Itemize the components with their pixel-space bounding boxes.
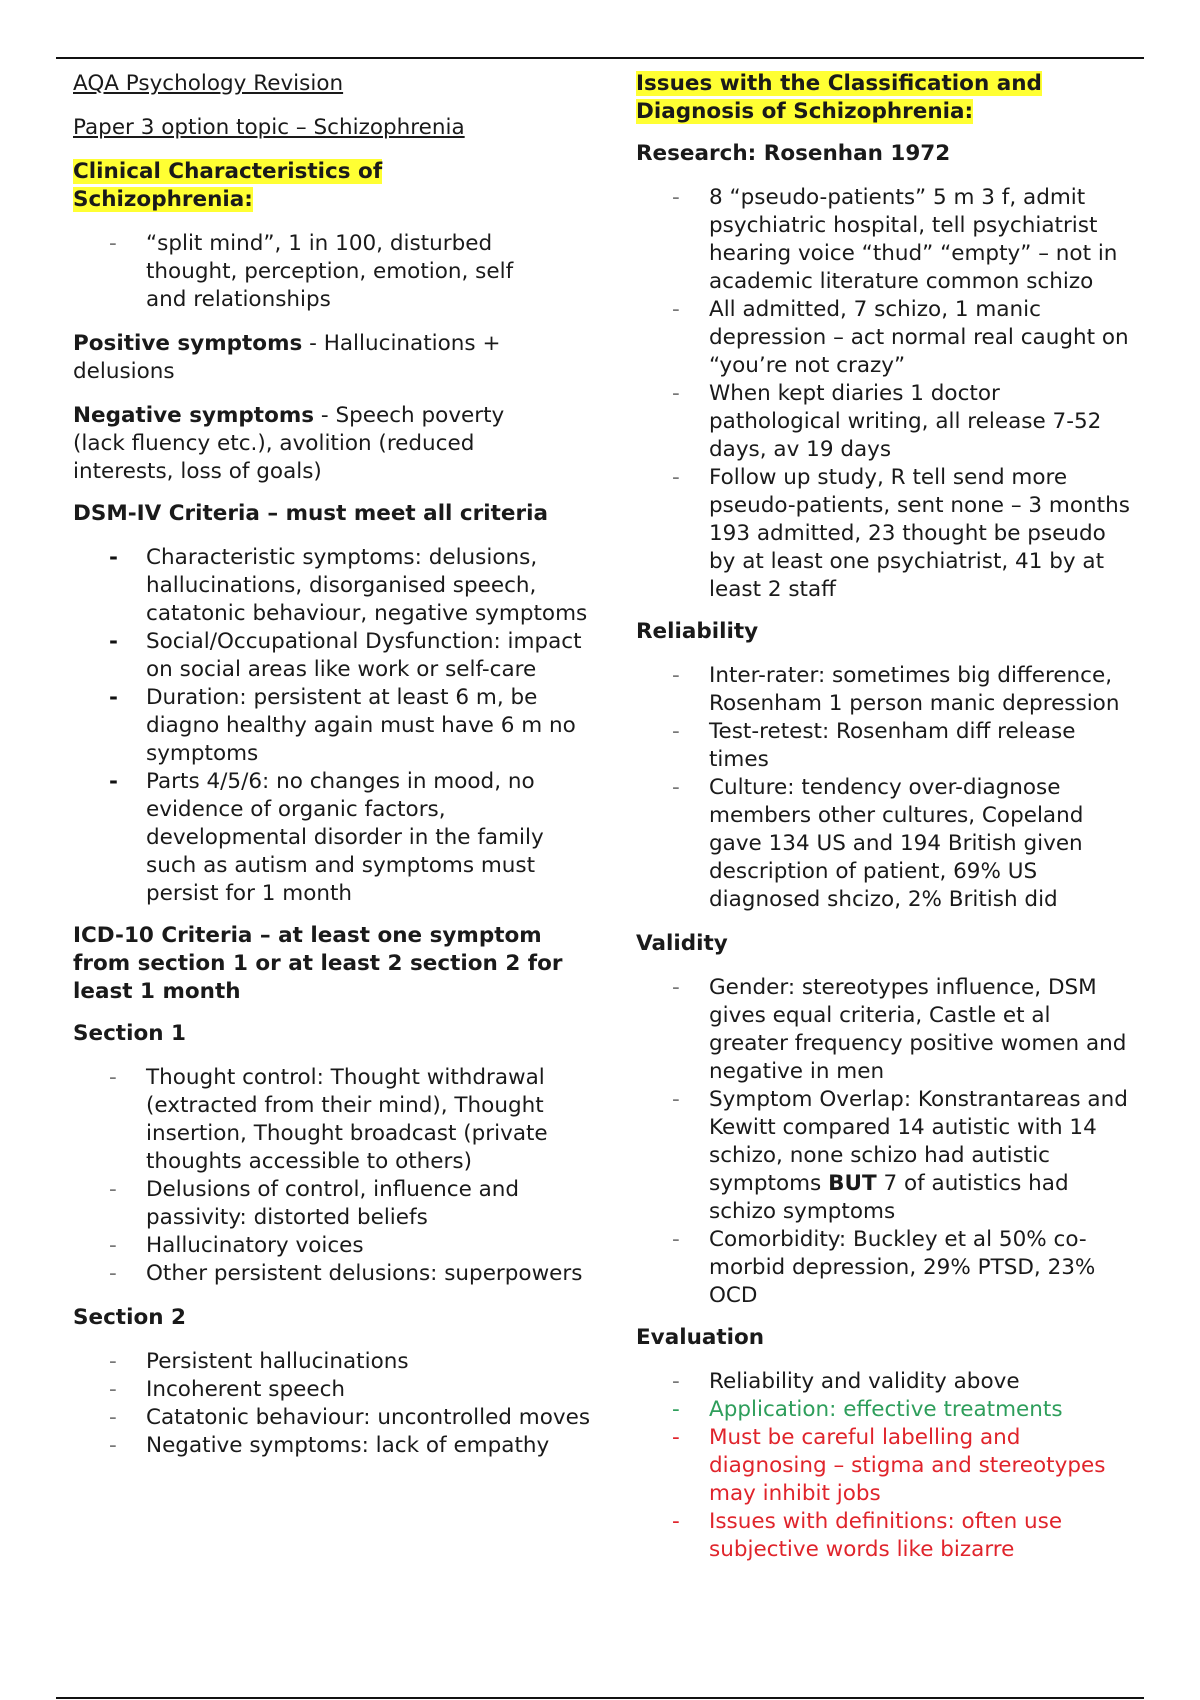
evaluation-heading: Evaluation	[636, 1325, 765, 1350]
list-item: - Follow up study, R tell send more pseudo-patients, sent none – 3 months 193 admitted, 23 thought be pseudo by at least one psychiatrist, 41 by at least 2 staff	[636, 464, 1136, 604]
issues-heading-text: Issues with the Classification and Diagnosis of Schizophrenia:	[636, 71, 1042, 124]
list-item: - Incoherent speech	[73, 1376, 593, 1404]
list-item: - All admitted, 7 schizo, 1 manic depression – act normal real caught on “you’re not crazy”	[636, 296, 1136, 380]
top-rule	[56, 57, 1144, 59]
doc-subtitle: Paper 3 option topic – Schizophrenia	[73, 115, 465, 140]
list-item: - Gender: stereotypes influence, DSM gives equal criteria, Castle et al greater frequency positive women and negative in men	[636, 974, 1136, 1086]
list-item: - Thought control: Thought withdrawal (extracted from their mind), Thought insertion, Thought broadcast (private thoughts accessible to others)	[73, 1064, 593, 1176]
positive-symptoms	[73, 330, 533, 386]
list-item: - Application: effective treatments	[636, 1396, 1136, 1424]
list-item: - Characteristic symptoms: delusions, hallucinations, disorganised speech, catatonic behaviour, negative symptoms	[73, 544, 593, 628]
list-item: - Issues with definitions: often use subjective words like bizarre	[636, 1508, 1136, 1564]
right-column	[636, 70, 1136, 1564]
doc-title: AQA Psychology Revision	[73, 71, 344, 96]
overlap-text-bold: BUT	[828, 1171, 877, 1196]
list-item: - Catatonic behaviour: uncontrolled moves	[73, 1404, 593, 1432]
list-item: - Social/Occupational Dysfunction: impact on social areas like work or self-care	[73, 628, 593, 684]
overlap-text-post: 7 of autistics had schizo symptoms	[709, 1171, 1069, 1224]
list-item: - Hallucinatory voices	[73, 1232, 593, 1260]
list-item: - Duration: persistent at least 6 m, be diagno healthy again must have 6 m no symptoms	[73, 684, 593, 768]
dsm-heading: DSM-IV Criteria – must meet all criteria	[73, 501, 548, 526]
list-item: - Other persistent delusions: superpowers	[73, 1260, 593, 1288]
list-item: - Must be careful labelling and diagnosing – stigma and stereotypes may inhibit jobs	[636, 1424, 1136, 1508]
list-item	[636, 1086, 1136, 1226]
list-item: - 8 “pseudo-patients” 5 m 3 f, admit psychiatric hospital, tell psychiatrist hearing voice “thud” “empty” – not in academic literature common schizo	[636, 184, 1136, 296]
list-item: - When kept diaries 1 doctor pathological writing, all release 7-52 days, av 19 days	[636, 380, 1136, 464]
list-item: - Reliability and validity above	[636, 1368, 1136, 1396]
section1-list	[73, 1064, 593, 1288]
issues-heading	[636, 70, 1066, 126]
negative-symptoms	[73, 402, 533, 486]
bottom-rule	[56, 1697, 1144, 1699]
list-item: - Persistent hallucinations	[73, 1348, 593, 1376]
positive-text: - Hallucinations + delusions	[73, 331, 501, 384]
left-column	[73, 70, 593, 1460]
evaluation-list	[636, 1368, 1136, 1564]
validity-heading: Validity	[636, 931, 728, 956]
list-item: - Culture: tendency over-diagnose members other cultures, Copeland gave 134 US and 194 British given description of patient, 69% US diagnosed shcizo, 2% British did	[636, 774, 1136, 914]
reliability-list	[636, 662, 1136, 914]
clinical-heading	[73, 158, 403, 214]
list-item: - Comorbidity: Buckley et al 50% co-morbid depression, 29% PTSD, 23% OCD	[636, 1226, 1136, 1310]
negative-label: Negative symptoms	[73, 403, 315, 428]
section1-heading: Section 1	[73, 1021, 186, 1046]
section2-list	[73, 1348, 593, 1460]
list-item: - Negative symptoms: lack of empathy	[73, 1432, 593, 1460]
icd-heading: ICD-10 Criteria – at least one symptom from section 1 or at least 2 section 2 for least 1 month	[73, 923, 563, 1004]
research-heading: Research: Rosenhan 1972	[636, 141, 951, 166]
list-item: - Inter-rater: sometimes big difference, Rosenham 1 person manic depression	[636, 662, 1136, 718]
negative-text: - Speech poverty (lack fluency etc.), avolition (reduced interests, loss of goals)	[73, 403, 505, 484]
list-item: - Test-retest: Rosenham diff release times	[636, 718, 1136, 774]
validity-list	[636, 974, 1136, 1310]
reliability-heading: Reliability	[636, 619, 759, 644]
clinical-list	[73, 230, 593, 314]
positive-label: Positive symptoms	[73, 331, 303, 356]
overlap-text-pre: Symptom Overlap: Konstrantareas and Kewitt compared 14 autistic with 14 schizo, none schizo had autistic symptoms	[709, 1087, 1128, 1196]
research-list	[636, 184, 1136, 604]
clinical-heading-text: Clinical Characteristics of Schizophrenia:	[73, 159, 383, 212]
list-item: - Delusions of control, influence and passivity: distorted beliefs	[73, 1176, 593, 1232]
section2-heading: Section 2	[73, 1305, 186, 1330]
list-item: - Parts 4/5/6: no changes in mood, no evidence of organic factors, developmental disorder in the family such as autism and symptoms must persist for 1 month	[73, 768, 593, 908]
list-item: - “split mind”, 1 in 100, disturbed thought, perception, emotion, self and relationships	[73, 230, 526, 314]
dsm-list	[73, 544, 593, 908]
